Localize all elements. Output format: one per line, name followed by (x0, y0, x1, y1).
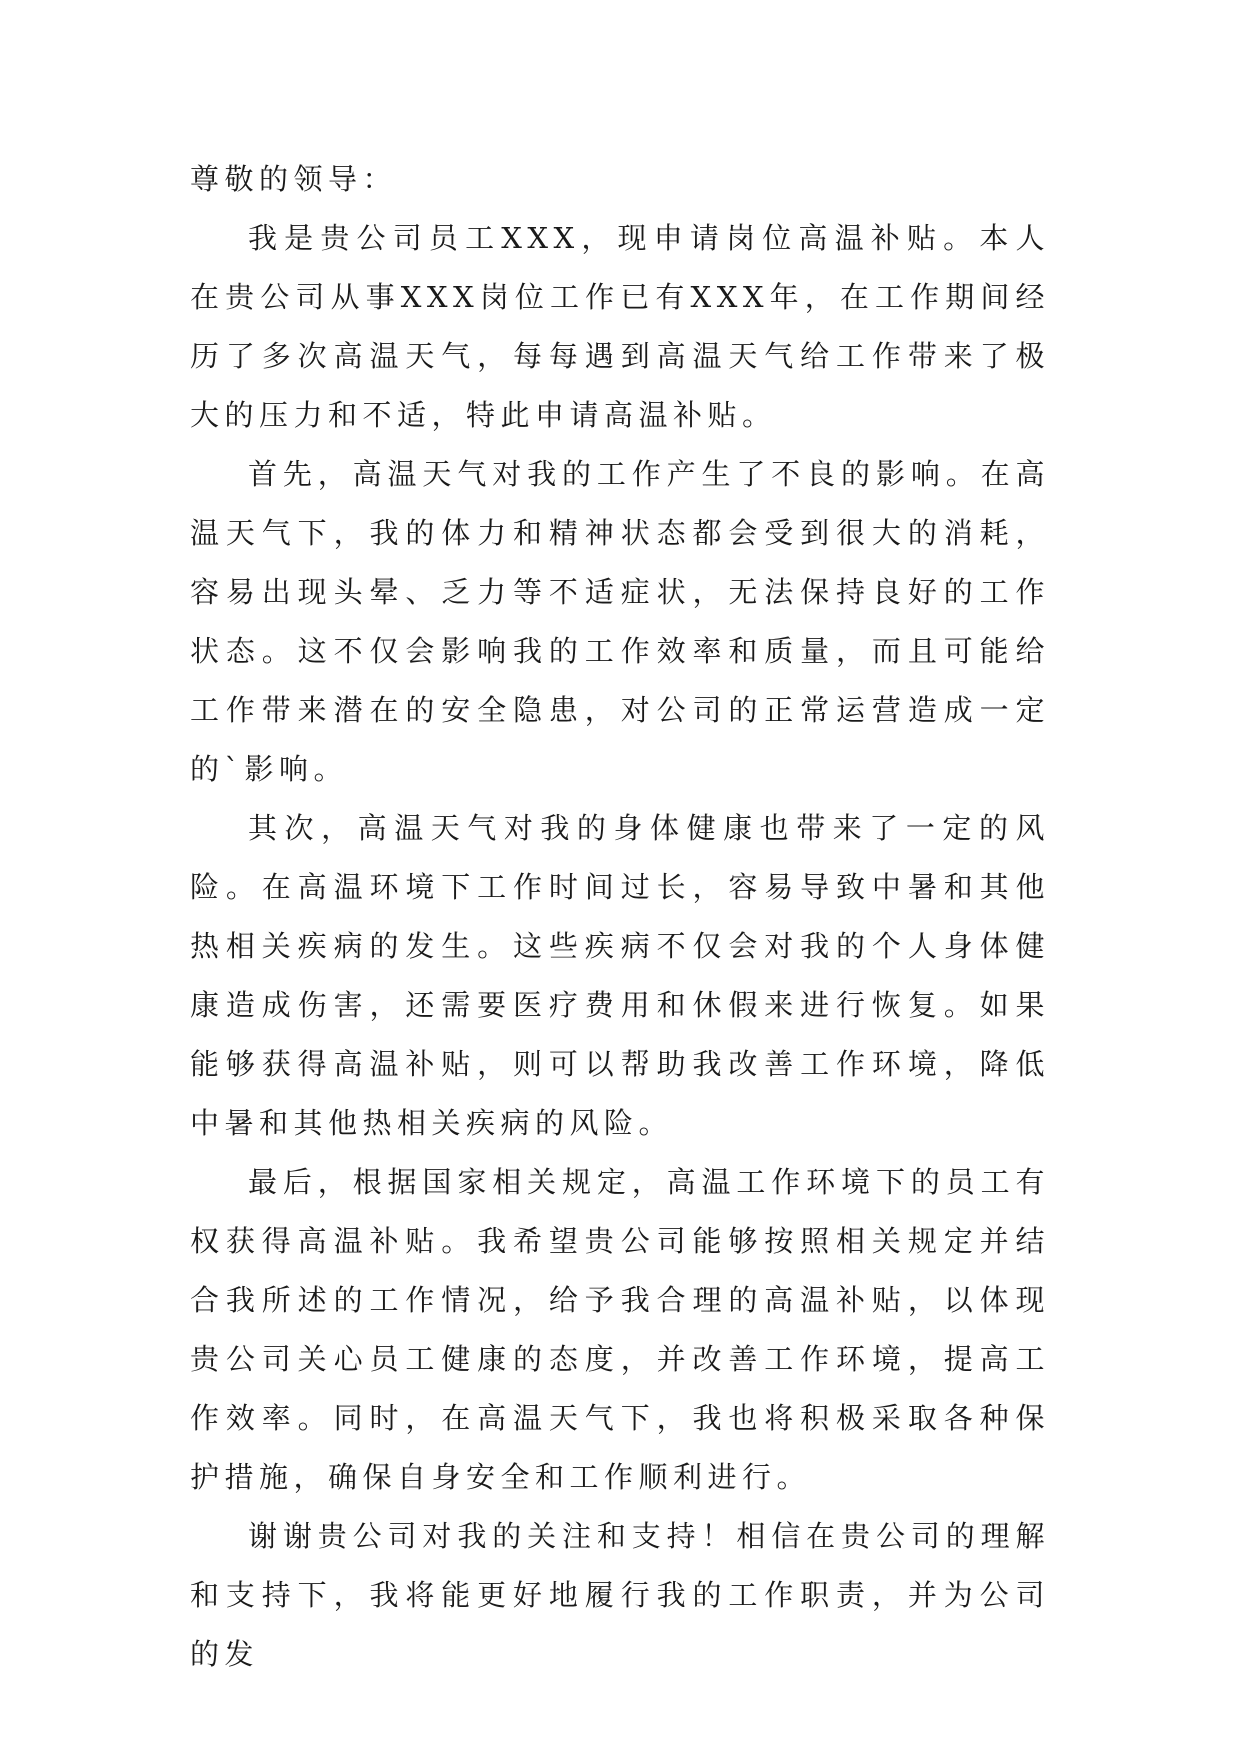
paragraph-health-risk: 其次，高温天气对我的身体健康也带来了一定的风险。在高温环境下工作时间过长，容易导致中暑和其他热相关疾病的发生。这些疾病不仅会对我的个人身体健康造成伤害，还需要医疗费用和休假来进行恢复。如果能够获得高温补贴，则可以帮助我改善工作环境，降低中暑和其他热相关疾病的风险。 (190, 811, 1050, 1140)
paragraph-application: 我是贵公司员工XXX，现申请岗位高温补贴。本人在贵公司从事XXX岗位工作已有XXX年，在工作期间经历了多次高温天气，每每遇到高温天气给工作带来了极大的压力和不适，特此申请高温补贴。 (190, 221, 1050, 432)
paragraph-thanks: 谢谢贵公司对我的关注和支持！相信在贵公司的理解和支持下，我将能更好地履行我的工作职责，并为公司的发 (190, 1519, 1050, 1671)
salutation: 尊敬的领导： (190, 162, 398, 196)
paragraph-work-impact: 首先，高温天气对我的工作产生了不良的影响。在高温天气下，我的体力和精神状态都会受到很大的消耗，容易出现头晕、乏力等不适症状，无法保持良好的工作状态。这不仅会影响我的工作效率和质量，而且可能给工作带来潜在的安全隐患，对公司的正常运营造成一定的`影响。 (190, 457, 1050, 786)
paragraph-regulations: 最后，根据国家相关规定，高温工作环境下的员工有权获得高温补贴。我希望贵公司能够按照相关规定并结合我所述的工作情况，给予我合理的高温补贴，以体现贵公司关心员工健康的态度，并改善工作环境，提高工作效率。同时，在高温天气下，我也将积极采取各种保护措施，确保自身安全和工作顺利进行。 (190, 1165, 1050, 1494)
letter-body (190, 150, 1050, 1684)
